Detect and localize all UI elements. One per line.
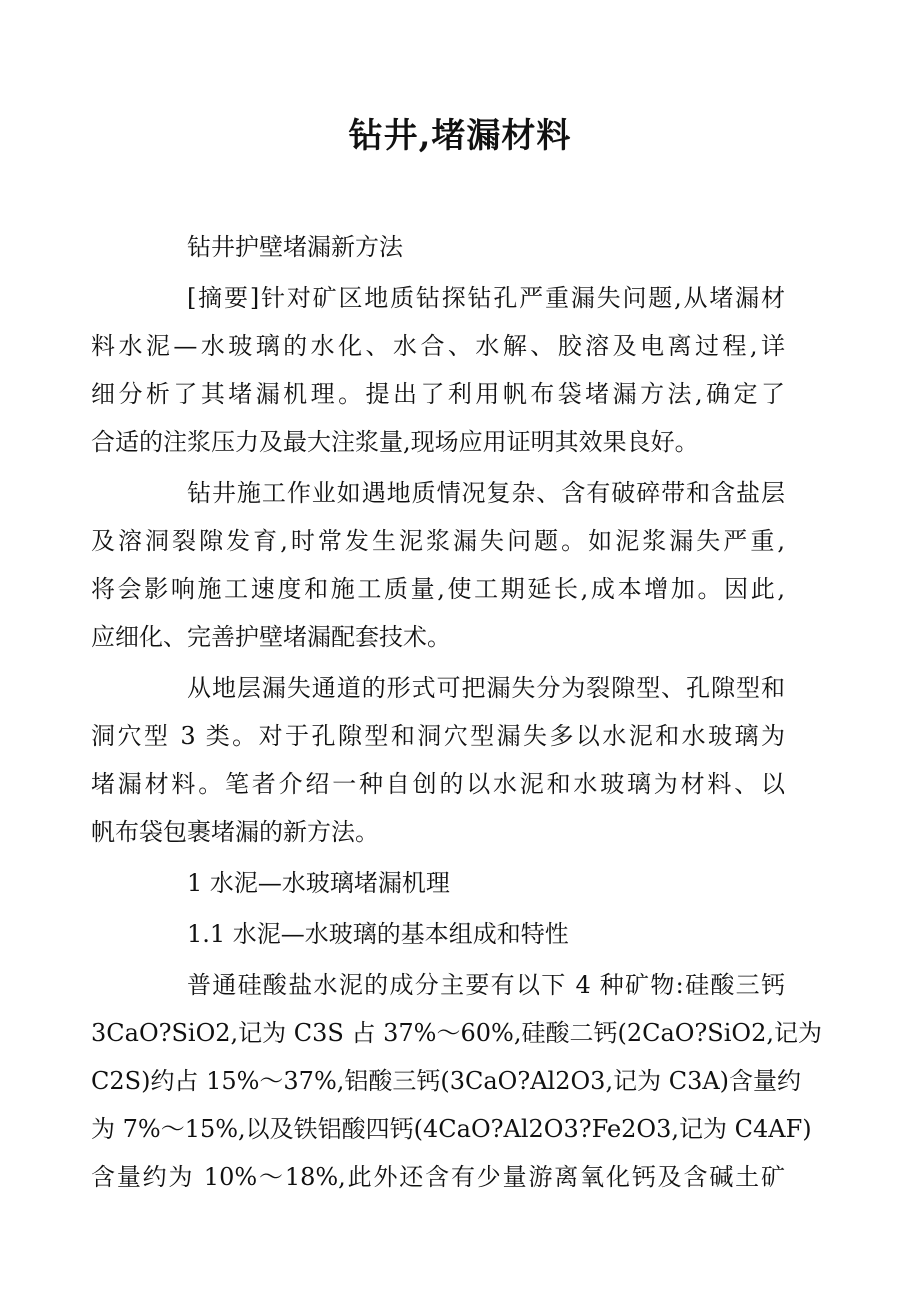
abstract-paragraph xyxy=(91,274,785,466)
text-line: 1.1 水泥—水玻璃的基本组成和特性 xyxy=(187,920,569,948)
body-paragraph xyxy=(91,664,785,856)
section-heading xyxy=(139,223,785,271)
text-line: 洞穴型 3 类。对于孔隙型和洞穴型漏失多以水泥和水玻璃为 xyxy=(91,722,785,750)
text-line: 帆布袋包裹堵漏的新方法。 xyxy=(91,818,379,846)
text-line: 从地层漏失通道的形式可把漏失分为裂隙型、孔隙型和 xyxy=(187,674,785,702)
text-line: 料水泥—水玻璃的水化、水合、水解、胶溶及电离过程,详 xyxy=(91,332,785,360)
text-line: 1 水泥—水玻璃堵漏机理 xyxy=(187,869,450,897)
text-line: 及溶洞裂隙发育,时常发生泥浆漏失问题。如泥浆漏失严重, xyxy=(91,527,785,555)
text-line: 含量约为 10%～18%,此外还含有少量游离氧化钙及含碱土矿 xyxy=(91,1163,785,1191)
document-title: 钻井,堵漏材料 xyxy=(348,116,572,156)
text-line: 3CaO?SiO2,记为 C3S 占 37%～60%,硅酸二钙(2CaO?SiO2,记为 xyxy=(91,1019,822,1047)
text-line: [摘要]针对矿区地质钻探钻孔严重漏失问题,从堵漏材 xyxy=(187,284,785,312)
text-line: 钻井护壁堵漏新方法 xyxy=(187,233,403,261)
subsection-heading xyxy=(139,910,785,958)
text-line: 细分析了其堵漏机理。提出了利用帆布袋堵漏方法,确定了 xyxy=(91,380,785,408)
document-body xyxy=(91,223,822,1204)
text-line: 为 7%～15%,以及铁铝酸四钙(4CaO?Al2O3?Fe2O3,记为 C4AF) xyxy=(91,1115,812,1143)
text-line: 应细化、完善护壁堵漏配套技术。 xyxy=(91,623,451,651)
text-line: 普通硅酸盐水泥的成分主要有以下 4 种矿物:硅酸三钙 xyxy=(187,971,785,999)
text-line: 将会影响施工速度和施工质量,使工期延长,成本增加。因此, xyxy=(91,575,785,603)
section-heading xyxy=(139,859,785,907)
body-paragraph xyxy=(91,961,822,1201)
text-line: C2S)约占 15%～37%,铝酸三钙(3CaO?Al2O3,记为 C3A)含量约 xyxy=(91,1067,802,1095)
text-line: 堵漏材料。笔者介绍一种自创的以水泥和水玻璃为材料、以 xyxy=(91,770,785,798)
text-line: 钻井施工作业如遇地质情况复杂、含有破碎带和含盐层 xyxy=(187,479,785,507)
body-paragraph xyxy=(91,469,785,661)
text-line: 合适的注浆压力及最大注浆量,现场应用证明其效果良好。 xyxy=(91,428,699,456)
